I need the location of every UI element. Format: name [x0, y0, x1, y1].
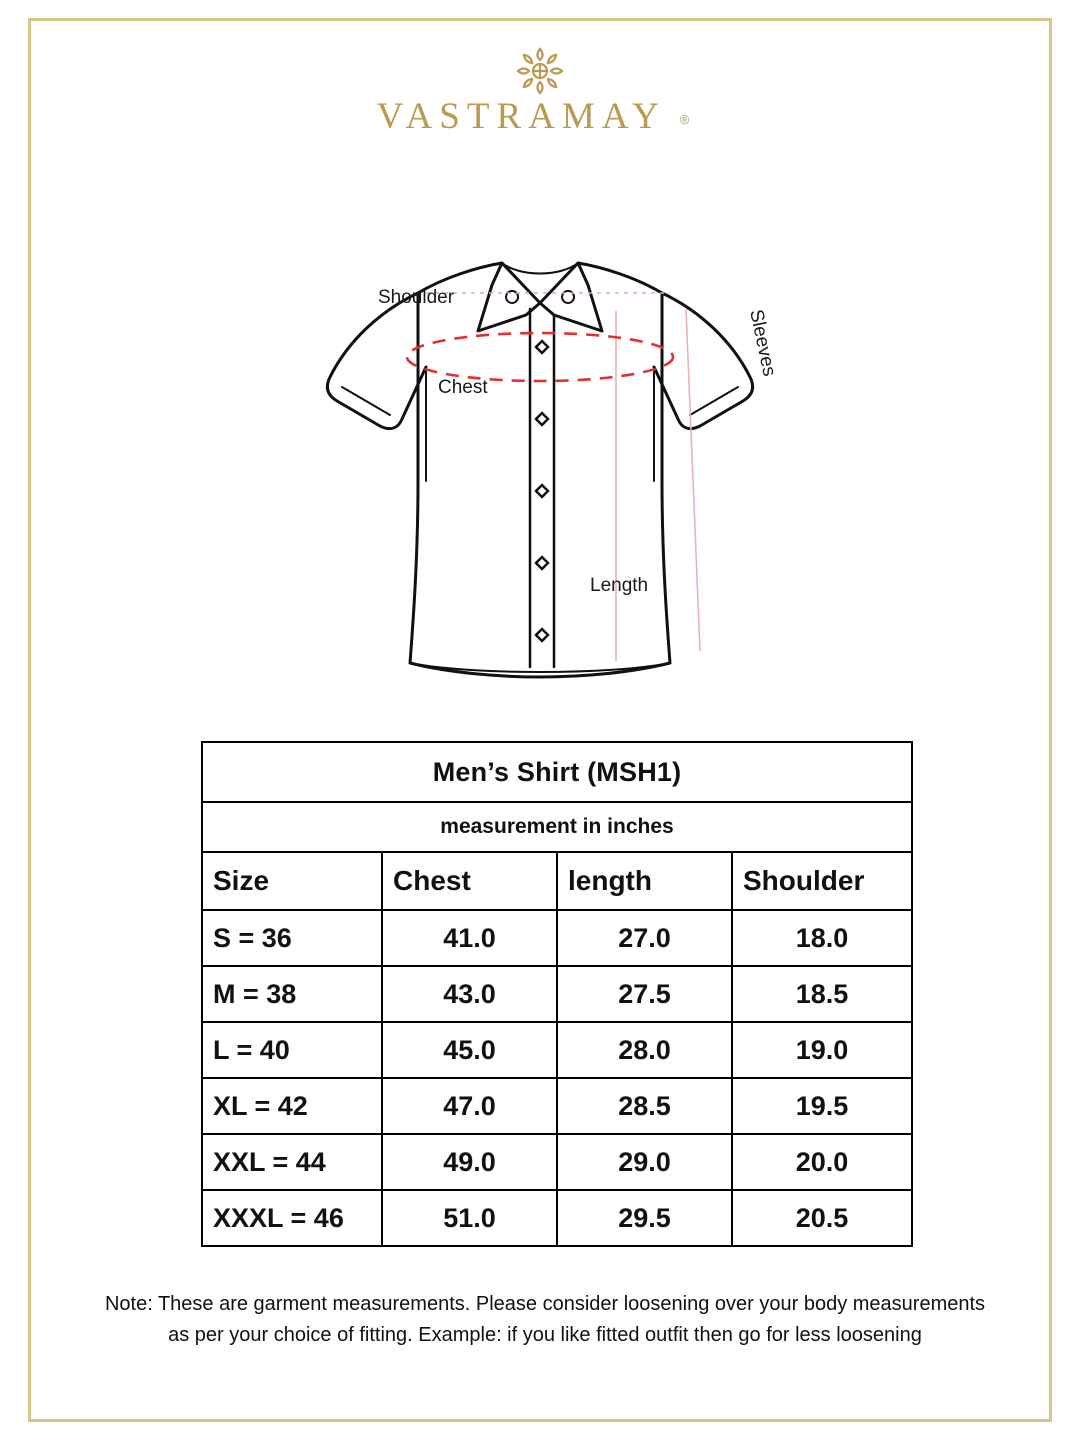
cell-size: M = 38 [202, 966, 382, 1022]
cell-size: XL = 42 [202, 1078, 382, 1134]
label-shoulder: Shoulder [378, 287, 455, 308]
cell-chest: 45.0 [382, 1022, 557, 1078]
column-header-length: length [557, 852, 732, 910]
table-row [202, 1022, 912, 1078]
cell-chest: 51.0 [382, 1190, 557, 1246]
chest-guide-ellipse [407, 333, 673, 381]
cell-chest: 41.0 [382, 910, 557, 966]
mens-shirt-diagram [230, 181, 850, 711]
table-title-row [202, 742, 912, 802]
table-subtitle: measurement in inches [202, 802, 912, 852]
cell-size: S = 36 [202, 910, 382, 966]
cell-shoulder: 20.5 [732, 1190, 912, 1246]
table-header-row [202, 852, 912, 910]
cell-chest: 49.0 [382, 1134, 557, 1190]
note-line-2: as per your choice of fitting. Example: if you like fitted outfit then go for less loosening [168, 1324, 922, 1346]
cell-size: XXXL = 46 [202, 1190, 382, 1246]
floral-ornament-icon [31, 41, 1049, 101]
cell-shoulder: 20.0 [732, 1134, 912, 1190]
cell-shoulder: 19.0 [732, 1022, 912, 1078]
cell-length: 28.0 [557, 1022, 732, 1078]
cell-size: L = 40 [202, 1022, 382, 1078]
cell-shoulder: 18.0 [732, 910, 912, 966]
measurement-note [81, 1289, 1009, 1351]
table-row [202, 1190, 912, 1246]
cell-length: 27.5 [557, 966, 732, 1022]
registered-mark: ® [679, 112, 690, 127]
brand-header [31, 41, 1049, 138]
table-subtitle-row [202, 802, 912, 852]
cell-size: XXL = 44 [202, 1134, 382, 1190]
page-border [28, 18, 1052, 1422]
table-row [202, 966, 912, 1022]
label-chest: Chest [438, 377, 488, 398]
column-header-size: Size [202, 852, 382, 910]
note-line-1: Note: These are garment measurements. Please consider loosening over your body measurements [104, 1293, 986, 1315]
cell-length: 29.5 [557, 1190, 732, 1246]
cell-chest: 43.0 [382, 966, 557, 1022]
label-length: Length [590, 575, 649, 596]
table-row [202, 1134, 912, 1190]
column-header-chest: Chest [382, 852, 557, 910]
brand-name: VASTRAMAY [376, 96, 666, 137]
cell-length: 29.0 [557, 1134, 732, 1190]
size-chart-table [201, 741, 913, 1247]
cell-chest: 47.0 [382, 1078, 557, 1134]
cell-length: 27.0 [557, 910, 732, 966]
cell-shoulder: 18.5 [732, 966, 912, 1022]
cell-length: 28.5 [557, 1078, 732, 1134]
label-sleeves: Sleeves [745, 307, 780, 379]
table-title: Men’s Shirt (MSH1) [202, 742, 912, 802]
cell-shoulder: 19.5 [732, 1078, 912, 1134]
table-row [202, 910, 912, 966]
column-header-shoulder: Shoulder [732, 852, 912, 910]
table-row [202, 1078, 912, 1134]
